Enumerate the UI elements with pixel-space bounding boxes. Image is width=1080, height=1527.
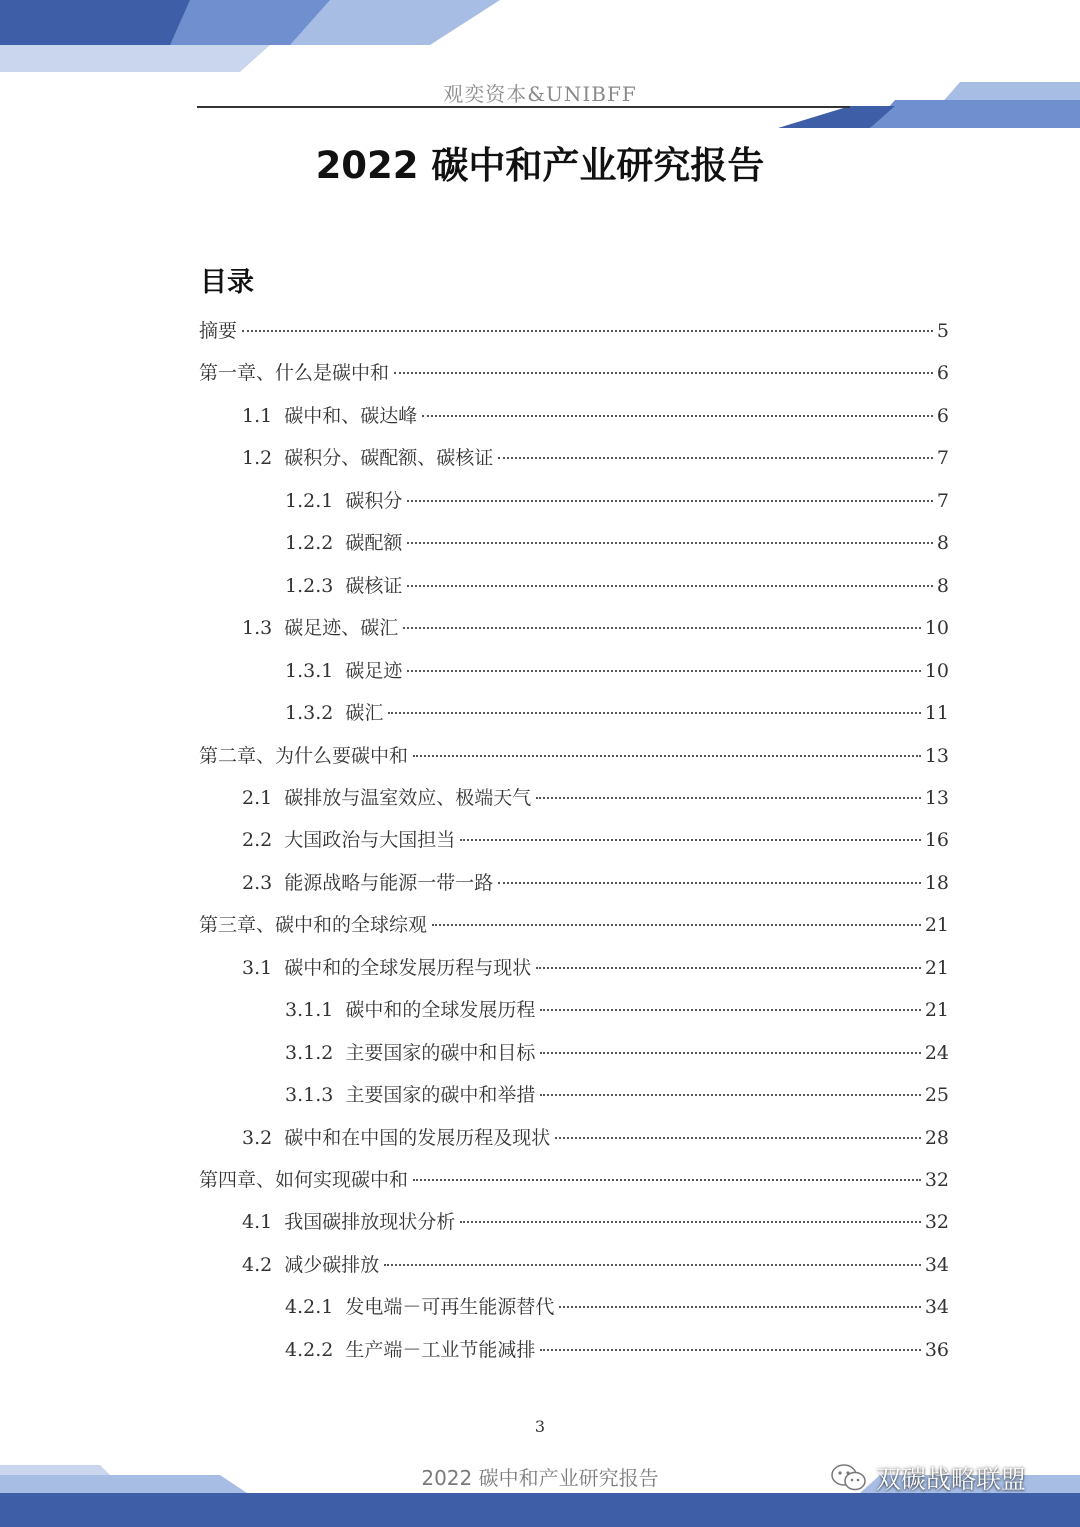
toc-entry-label	[242, 1123, 550, 1150]
toc-entry-label	[242, 613, 398, 640]
toc-entry-label	[242, 953, 531, 980]
toc-dot-leader	[460, 1221, 921, 1223]
toc-dot-leader	[432, 924, 921, 926]
toc-entry[interactable]	[242, 953, 949, 983]
toc-entry-number: 3.1.2	[285, 1041, 334, 1064]
toc-entry-label	[242, 1207, 455, 1234]
toc-entry-text: 碳配额	[345, 532, 403, 555]
toc-entry-text: 主要国家的碳中和举措	[345, 1084, 536, 1107]
toc-entry-label	[242, 825, 455, 852]
toc-entry-page: 8	[936, 574, 949, 597]
toc-entry-page: 32	[924, 1211, 949, 1234]
toc-entry[interactable]	[199, 910, 949, 940]
toc-entry[interactable]	[199, 1165, 949, 1195]
toc-entry-text: 第二章、为什么要碳中和	[199, 744, 409, 767]
toc-entry-text: 碳积分、碳配额、碳核证	[284, 447, 494, 470]
toc-entry-label	[199, 358, 389, 385]
toc-entry-text: 碳中和的全球发展历程	[345, 999, 536, 1022]
toc-entry-text: 能源战略与能源一带一路	[284, 871, 494, 894]
toc-entry-number: 4.2	[242, 1253, 273, 1276]
toc-entry[interactable]	[285, 698, 949, 728]
toc-dot-leader	[540, 1009, 920, 1011]
toc-entry-page: 16	[924, 829, 949, 852]
toc-dot-leader	[407, 585, 933, 587]
header-text: 观奕资本&UNIBFF	[443, 82, 637, 106]
toc-entry-text: 碳中和在中国的发展历程及现状	[284, 1126, 551, 1149]
toc-entry[interactable]	[285, 1080, 949, 1110]
toc-entry-label	[285, 656, 402, 683]
toc-entry-label	[285, 528, 402, 555]
toc-entry-text: 主要国家的碳中和目标	[345, 1041, 536, 1064]
toc-entry-page: 7	[936, 489, 949, 512]
toc-entry-page: 32	[924, 1169, 949, 1191]
toc-entry-text: 碳足迹	[345, 659, 403, 682]
toc-entry-text: 碳中和、碳达峰	[284, 404, 418, 427]
toc-dot-leader	[403, 627, 921, 629]
toc-entry[interactable]	[242, 613, 949, 643]
toc-entry-number: 1.2.1	[285, 489, 334, 512]
toc-entry-page: 10	[924, 659, 949, 682]
toc-entry-number: 1.2.3	[285, 574, 334, 597]
toc-entry-label	[242, 1250, 379, 1277]
toc-entry-label	[199, 316, 237, 343]
toc-entry-page: 28	[924, 1126, 949, 1149]
toc-dot-leader	[540, 1052, 920, 1054]
toc-entry-label	[285, 486, 402, 513]
toc-entry-page: 8	[936, 532, 949, 555]
toc-entry[interactable]	[242, 783, 949, 813]
toc-entry-number: 4.2.2	[285, 1338, 334, 1361]
toc-entry-text: 摘要	[199, 320, 238, 342]
toc-entry-text: 碳积分	[345, 489, 403, 512]
toc-entry-number: 1.3.1	[285, 659, 334, 682]
toc-entry-page: 25	[924, 1084, 949, 1107]
toc-entry-label	[242, 443, 493, 470]
toc-entry-page: 34	[924, 1296, 949, 1319]
toc-dot-leader	[536, 797, 921, 799]
toc-entry-page: 13	[924, 786, 949, 809]
toc-entry-text: 第四章、如何实现碳中和	[199, 1169, 409, 1191]
toc-dot-leader	[498, 457, 933, 459]
toc-entry-page: 21	[924, 999, 949, 1022]
toc-entry[interactable]	[242, 1207, 949, 1237]
toc-entry-number: 2.3	[242, 871, 273, 894]
toc-entry-text: 碳足迹、碳汇	[284, 617, 399, 640]
toc-entry[interactable]	[199, 741, 949, 771]
toc-dot-leader	[540, 1349, 920, 1351]
toc-entry-page: 6	[936, 362, 949, 385]
toc-entry-text: 第三章、碳中和的全球综观	[199, 914, 428, 937]
toc-entry-text: 我国碳排放现状分析	[284, 1211, 456, 1234]
toc-entry-number: 1.1	[242, 404, 273, 427]
toc-entry-label	[242, 401, 417, 428]
toc-entry-label	[285, 1080, 535, 1107]
toc-entry[interactable]	[285, 528, 949, 558]
toc-entry-text: 减少碳排放	[284, 1253, 380, 1276]
toc-entry-number: 2.1	[242, 786, 273, 809]
toc-entry-text: 发电端－可再生能源替代	[345, 1296, 555, 1319]
toc-entry-label	[199, 1165, 408, 1192]
toc-dot-leader	[242, 330, 933, 332]
toc-entry-page: 6	[936, 404, 949, 427]
toc-entry-label	[285, 1335, 535, 1362]
toc-entry-label	[285, 1292, 554, 1319]
toc-entry[interactable]	[242, 443, 949, 473]
toc-dot-leader	[559, 1306, 920, 1308]
toc-entry[interactable]	[285, 1335, 949, 1365]
toc-dot-leader	[555, 1137, 921, 1139]
toc-entry-number: 1.2	[242, 447, 273, 470]
toc-entry-label	[285, 571, 402, 598]
toc-entry[interactable]	[242, 1250, 949, 1280]
toc-entry[interactable]	[285, 571, 949, 601]
toc-entry-label	[242, 783, 531, 810]
toc-entry-page: 36	[924, 1338, 949, 1361]
toc-entry[interactable]	[285, 995, 949, 1025]
page-number: 3	[534, 1417, 546, 1436]
toc-dot-leader	[413, 755, 921, 757]
toc-entry-label	[285, 698, 383, 725]
toc-dot-leader	[394, 372, 933, 374]
toc-entry-label	[242, 868, 493, 895]
toc-entry[interactable]	[285, 1292, 949, 1322]
toc-dot-leader	[388, 712, 920, 714]
page-title: 2022 碳中和产业研究报告	[315, 144, 765, 187]
footer-title: 2022 碳中和产业研究报告	[421, 1466, 659, 1490]
toc-entry-label	[285, 1038, 535, 1065]
toc-entry-page: 5	[936, 320, 949, 342]
toc-entry[interactable]	[285, 486, 949, 516]
watermark	[830, 1460, 1026, 1496]
toc-entry[interactable]	[199, 316, 949, 346]
toc-entry-page: 34	[924, 1253, 949, 1276]
toc-entry-page: 13	[924, 744, 949, 767]
toc-heading: 目录	[200, 267, 254, 298]
toc-entry-text: 生产端－工业节能减排	[345, 1338, 536, 1361]
toc-entry-page: 10	[924, 617, 949, 640]
toc-entry-page: 21	[924, 914, 949, 937]
toc-entry-number: 1.3	[242, 617, 273, 640]
toc-entry-label	[199, 741, 408, 768]
toc-entry-number: 2.2	[242, 829, 273, 852]
toc-dot-leader	[407, 542, 933, 544]
toc-dot-leader	[460, 839, 921, 841]
toc-entry-number: 1.3.2	[285, 702, 334, 725]
toc-entry[interactable]	[242, 868, 949, 898]
toc-entry-number: 3.2	[242, 1126, 273, 1149]
header-decoration	[0, 0, 1080, 135]
toc-entry[interactable]	[242, 401, 949, 431]
toc-dot-leader	[498, 882, 921, 884]
toc-entry-number: 4.1	[242, 1211, 273, 1234]
toc-entry-page: 7	[936, 447, 949, 470]
toc-entry-number: 3.1.3	[285, 1084, 334, 1107]
toc-entry-text: 碳中和的全球发展历程与现状	[284, 956, 532, 979]
toc-dot-leader	[540, 1094, 920, 1096]
toc-entry-text: 大国政治与大国担当	[284, 829, 456, 852]
toc-entry[interactable]	[242, 1123, 949, 1153]
toc-entry-label	[285, 995, 535, 1022]
toc-entry[interactable]	[285, 1038, 949, 1068]
toc-entry-page: 11	[924, 702, 949, 725]
toc-entry-text: 碳汇	[345, 702, 384, 725]
toc-dot-leader	[407, 500, 933, 502]
toc-entry-number: 3.1	[242, 956, 273, 979]
toc-entry-text: 碳排放与温室效应、极端天气	[284, 786, 532, 809]
toc-entry-page: 24	[924, 1041, 949, 1064]
toc-dot-leader	[384, 1264, 921, 1266]
toc-entry[interactable]	[285, 656, 949, 686]
toc-entry-number: 4.2.1	[285, 1296, 334, 1319]
toc-entry[interactable]	[242, 825, 949, 855]
toc-dot-leader	[407, 670, 920, 672]
header-rule	[197, 106, 850, 108]
toc-dot-leader	[413, 1179, 921, 1181]
toc-dot-leader	[536, 967, 921, 969]
toc-entry-number: 3.1.1	[285, 999, 334, 1022]
toc-dot-leader	[422, 415, 933, 417]
toc-entry-label	[199, 910, 427, 937]
wechat-icon	[830, 1462, 868, 1494]
toc-entry[interactable]	[199, 358, 949, 388]
toc-entry-text: 碳核证	[345, 574, 403, 597]
toc-entry-page: 18	[924, 871, 949, 894]
toc-entry-number: 1.2.2	[285, 532, 334, 555]
toc-entry-page: 21	[924, 956, 949, 979]
watermark-text: 双碳战略联盟	[876, 1465, 1027, 1494]
toc-entry-text: 第一章、什么是碳中和	[199, 362, 390, 385]
